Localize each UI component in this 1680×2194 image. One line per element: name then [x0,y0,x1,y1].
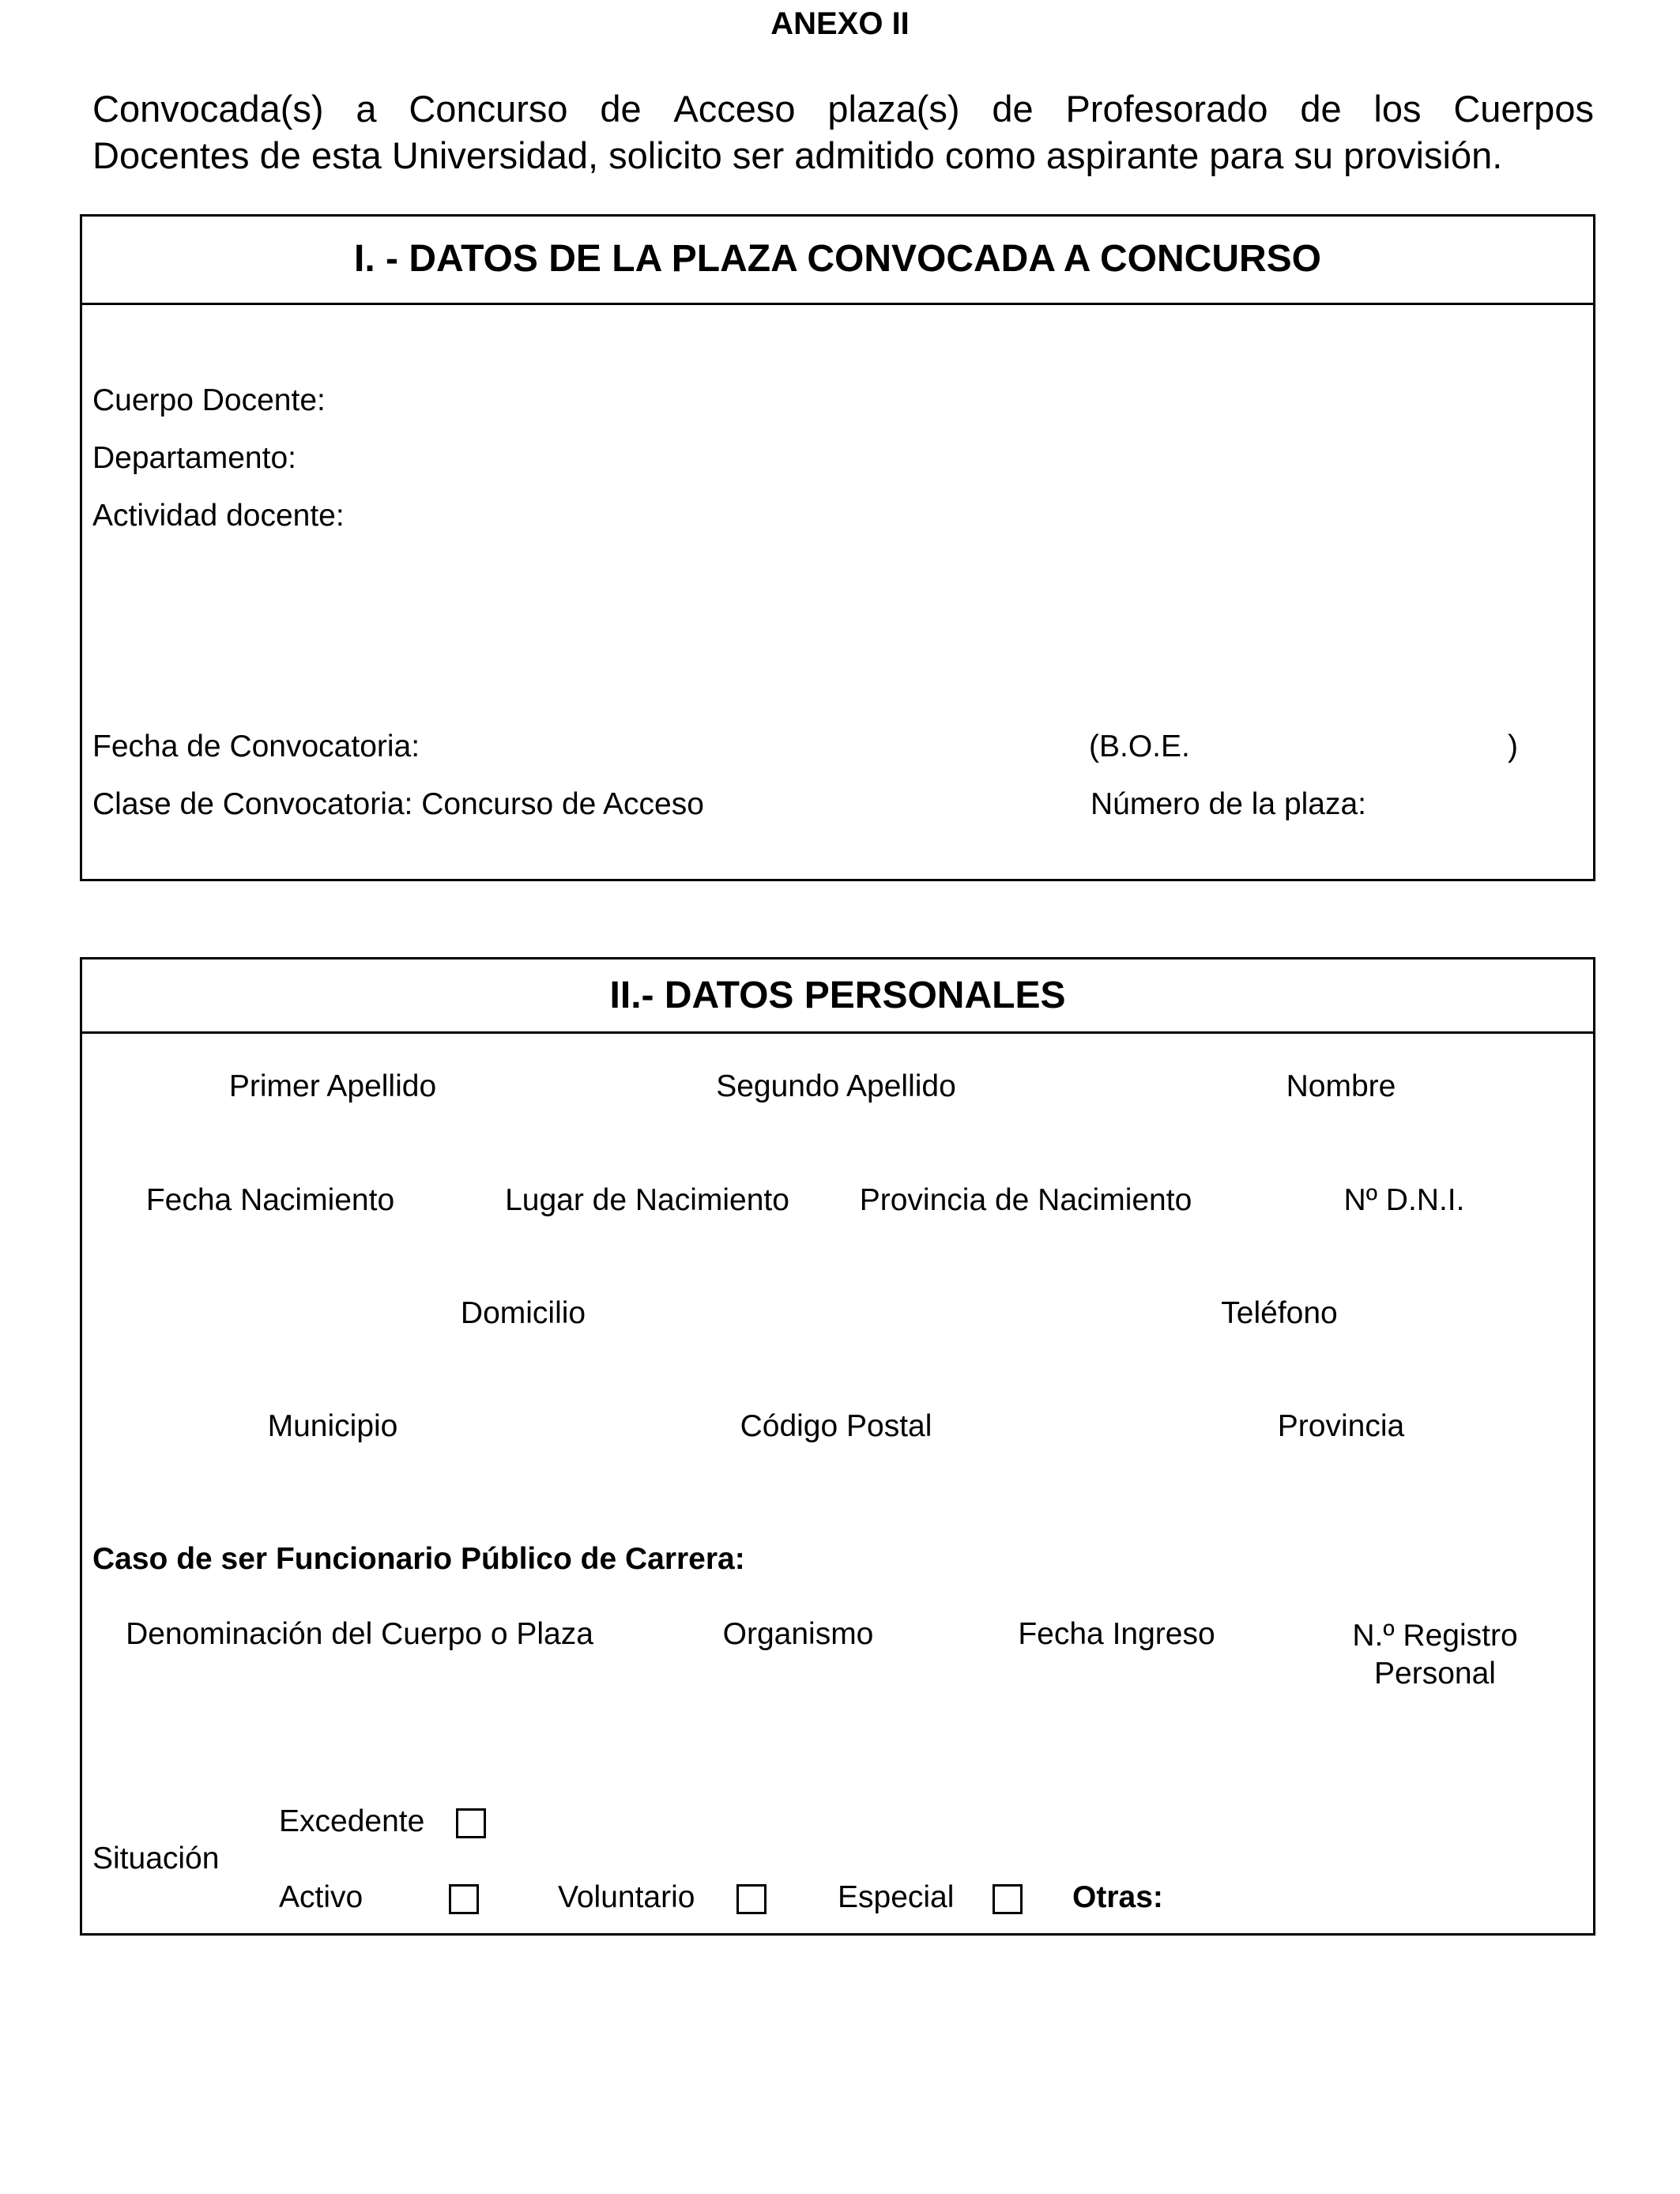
intro-paragraph [92,85,1594,179]
lugar-nacimiento-label: Lugar de Nacimiento [505,1183,789,1217]
departamento-label: Departamento: [92,441,296,475]
funcionario-heading: Caso de ser Funcionario Público de Carrera: [92,1542,745,1576]
intro-word: Concurso [409,88,568,130]
especial-checkbox[interactable] [993,1884,1023,1914]
telefono-label: Teléfono [1221,1296,1338,1330]
situacion-label: Situación [92,1842,220,1875]
annex-title: ANEXO II [770,6,910,41]
intro-word: Convocada(s) [92,88,324,130]
municipio-label: Municipio [267,1409,398,1443]
boe-close: ) [1508,729,1518,763]
provincia-label: Provincia [1277,1409,1405,1443]
intro-word: Acceso [673,88,796,130]
registro-line-1: N.º Registro [1352,1619,1518,1653]
numero-plaza-label: Número de la plaza: [1090,787,1367,821]
section-1-box [80,214,1595,881]
excedente-checkbox[interactable] [456,1808,486,1838]
actividad-docente-label: Actividad docente: [92,499,345,533]
codigo-postal-label: Código Postal [740,1409,932,1443]
cuerpo-docente-label: Cuerpo Docente: [92,383,326,417]
section-1-title: I. - DATOS DE LA PLAZA CONVOCADA A CONCURSO [82,217,1593,305]
registro-line-2: Personal [1374,1657,1496,1691]
dni-label: Nº D.N.I. [1343,1183,1465,1217]
intro-word: de [992,88,1034,130]
voluntario-label: Voluntario [558,1880,695,1914]
primer-apellido-label: Primer Apellido [228,1069,437,1103]
intro-word: los [1373,88,1422,130]
intro-word: plaza(s) [827,88,960,130]
activo-label: Activo [279,1880,363,1914]
intro-line-2: Docentes de esta Universidad, solicito ser admitido como aspirante para su provisión. [92,134,1503,176]
fecha-ingreso-label: Fecha Ingreso [1018,1617,1215,1651]
intro-word: Cuerpos [1453,88,1594,130]
registro-personal-label [1352,1617,1517,1693]
intro-word: Profesorado [1065,88,1268,130]
section-2-title: II.- DATOS PERSONALES [82,959,1593,1034]
segundo-apellido-label: Segundo Apellido [716,1069,956,1103]
organismo-label: Organismo [722,1617,874,1651]
clase-convocatoria-label: Clase de Convocatoria: Concurso de Acceso [92,787,704,821]
boe-open: (B.O.E. [1089,729,1190,763]
intro-word: de [1300,88,1342,130]
intro-word: a [356,88,377,130]
provincia-nacimiento-label: Provincia de Nacimiento [859,1183,1192,1217]
excedente-label: Excedente [279,1804,425,1838]
fecha-nacimiento-label: Fecha Nacimiento [145,1183,395,1217]
intro-line-1 [92,85,1594,132]
nombre-label: Nombre [1286,1069,1396,1103]
denominacion-label: Denominación del Cuerpo o Plaza [126,1617,593,1651]
activo-checkbox[interactable] [449,1884,479,1914]
voluntario-checkbox[interactable] [736,1884,767,1914]
domicilio-label: Domicilio [460,1296,586,1330]
especial-label: Especial [838,1880,955,1914]
fecha-convocatoria-label: Fecha de Convocatoria: [92,729,420,763]
otras-label: Otras: [1072,1880,1163,1914]
intro-word: de [600,88,642,130]
